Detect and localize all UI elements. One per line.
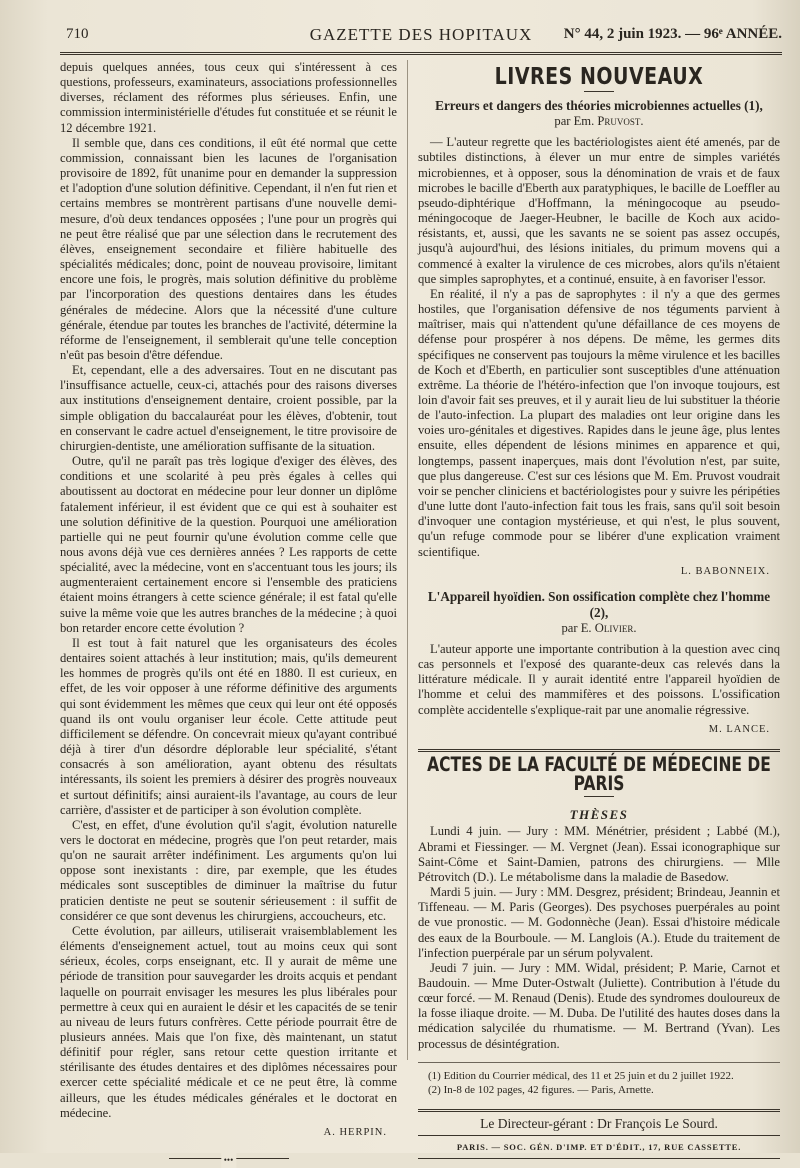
footnotes bbox=[418, 1062, 780, 1097]
journal-title: GAZETTE DES HOPITAUX bbox=[309, 25, 533, 44]
page-header bbox=[60, 22, 782, 48]
short-rule bbox=[584, 91, 614, 92]
left-column bbox=[60, 60, 397, 1167]
end-separator bbox=[169, 1155, 289, 1167]
section-rule bbox=[418, 749, 780, 752]
page-number: 710 bbox=[66, 26, 89, 42]
article-signature: M. LANCE. bbox=[708, 723, 770, 735]
author-name: Olivier. bbox=[594, 620, 637, 635]
article-signature: L. BABONNEIX. bbox=[680, 565, 770, 577]
article-title: Erreurs et dangers des théories microbiennes actuelles (1), bbox=[435, 98, 763, 114]
author-prefix: par Em. bbox=[554, 114, 595, 129]
paragraph: — L'auteur regrette que les bactériologistes aient été amenés, par de subtiles distinctions, à élever un mur entre de simples variétés microbiennes, et à opposer, sous la dénomination de vrais et de faux microbes le bacille d'Eberth aux paratyphiques, le bacille de Loeffler au pseudo-diphtérique d'Hoffmann, la méningocoque au pseudo-méningocoque de Jaeger-Heubner, le bacille de Koch aux acido-résistants, et, aussi, que les savants ne se soient pas assez occupés, jusqu'à aujourd'hui, des lésions initiales, du primum movens qui a commencé à exalter la virulence de ces microbes, alors qu'ils n'étaient que simples saprophytes, et a continué, ensuite, à en favoriser l'essor. bbox=[418, 135, 780, 286]
article-author bbox=[418, 114, 780, 129]
paragraph: L'auteur apporte une importante contribution à la question avec cinq cas personnels et l'exposé des quarante-deux cas relevés dans la littérature médicale. Il y aurait identité entre l'appareil hyoïdien de l'homme et celui des mammifères et des poissons. L'ossification complète accidentelle s'explique-rait par une anomalie régressive. bbox=[418, 642, 780, 717]
article-author bbox=[418, 621, 780, 636]
column-divider bbox=[407, 60, 408, 1060]
theses-entry: Mardi 5 juin. — Jury : MM. Desgrez, président; Brindeau, Jeannin et Tiffeneau. — M. Paris (Georges). Des psychoses puerpérales au point de vue pronostic. — M. Godonnèche (Jean). Essai d'histoire médicale des eaux de la Bourboule. — M. Langlois (A.). Etude du traitement de l'infection puerpérale par un sérum polyvalent. bbox=[418, 885, 780, 960]
directeur-gerant: Le Directeur-gérant : Dr François Le Sourd. bbox=[418, 1109, 780, 1131]
paragraph: depuis quelques années, tous ceux qui s'intéressent à ces questions, professeurs, examinateurs, associations professionnelles diverses, réclament des réformes plus sérieuses. Enfin, une commission interministérielle d'études fut constituée et se réunit le 12 décembre 1921. bbox=[60, 60, 397, 135]
author-prefix: par E. bbox=[561, 620, 592, 635]
separator-glyph: ••• bbox=[221, 1153, 236, 1168]
imprint-rule bbox=[418, 1158, 780, 1159]
paragraph: En réalité, il n'y a pas de saprophytes : il n'y a que des germes hostiles, que l'organisation défensive de nos téguments parvient à maîtriser, mais qui n'attendent qu'une défaillance de ces moyens de défense pour prospérer à nos dépens. De même, les germes dits spécifiques ne conservent pas toujours la même virulence et les bacilles de Koch et d'Eberth, en particulier sont susceptibles d'une atténuation extrême. La théorie de l'hétéro-infection que l'on invoque toujours, est loin d'avoir fait ses preuves, et il y aurait lieu de lui substituer la théorie de l'auto-infection. La plupart des maladies ont leur origine dans les voies uro-génitales et digestives. Rapides dans le jeune âge, plus lentes ensuite, elles dépendent de lésions minimes en apparence et qui, longtemps, passent inaperçues, mais dont l'évolution n'est, par suite, que plus dangereuse. C'est sur ces lésions que M. Em. Pruvost voudrait voir se pencher cliniciens et bactériologistes pour y suivre les péripéties d'une lutte dont l'auto-infection fait tous les frais, sans qu'il soit besoin d'invoquer une contagion mystérieuse, et qui n'est, le plus souvent, qu'un refuge commode pour se libérer d'une explication vraiment scientifique. bbox=[418, 286, 780, 559]
issue-info: N° 44, 2 juin 1923. — 96ᵉ ANNÉE. bbox=[563, 26, 782, 42]
paragraph: C'est, en effet, d'une évolution qu'il s'agit, évolution naturelle vers le doctorat en médecine, progrès que l'on peut retarder, mais qu'on ne saurait arrêter indéfiniment. Les arguments qu'on lui oppose sont inexistants : dire, par exemple, que les études médicales sont susceptibles de diminuer la maîtrise du futur praticien dentiste ne peut se soutenir sérieusement : il suffit de considérer ce que sont devenus les chirurgiens, accoucheurs, etc. bbox=[60, 817, 397, 923]
paragraph: Et, cependant, elle a des adversaires. Tout en ne discutant pas l'insuffisance actuelle, ceux-ci, attachés pour des raisons diverses aux institutions d'enseignement dentaire, croient possible, par la simple obligation du baccalauréat pour les élèves, d'obtenir, tout en conservant le cadre actuel d'enseignement, le titre provisoire de chirurgien-dentiste, une amélioration suffisante de la situation. bbox=[60, 363, 397, 453]
paragraph: Outre, qu'il ne paraît pas très logique d'exiger des élèves, des conditions et une scolarité à peu près égales à celles qui aboutissent au doctorat en médecine pour leur donner un diplôme fatalement inférieur, il est évident que ce qui est à souhaiter est une solution définitive de la question. Pourquoi une amélioration partielle qui ne peut fournir qu'une évolution comme celle que nous avons déjà vue ces dernières années ? Les rapports de cette spécialité, avec la médecine, vont en s'accentuant tous les jours; ils augmenteraient certainement encore si l'ensemble des praticiens étaient moins étrangers à cette science générale; il est fatal qu'elle suive la même voie que les autres branches de la médecine ; à quoi bon retarder encore cette évolution ? bbox=[60, 454, 397, 635]
paragraph: Cette évolution, par ailleurs, utiliserait vraisemblablement les éléments d'enseignement actuel, tout au moins ceux qui sont sérieux, écoles, corps enseignant, etc. Il y aurait de même une période de transition pour sauvegarder les droits acquis et pendant laquelle on pourrait envisager les mesures les plus libérales pour permettre à ceux qui en auraient le désir et les capacités de se tenir au niveau de leurs futurs confrères. Cette période pourrait être de plusieurs années. Mais que l'on fixe, dès maintenant, un statut définitif pour régler, sans retour cette question irritante et stérilisante des études dentaires et des diplômes nécessaires pour exercer cette spécialité médicale et ce ne peut être, là comme ailleurs, que les études médicales générales et le doctorat en médecine. bbox=[60, 923, 397, 1120]
paragraph: Il est tout à fait naturel que les organisateurs des écoles dentaires soient attachés à leur institution; mais, qu'ils demeurent les hommes de progrès qu'ils ont été en 1880. Il est curieux, en effet, de les voir opposer à une réforme définitive des arguments qui sont évidemment les mêmes que ceux qui leur ont été opposés quand ils ont voulu organiser leur école. Cette attitude peut difficilement se défendre. On concevrait mieux qu'ayant contribué déjà à tirer d'un désordre déplorable leur spécialité, s'étant consacrés à son amélioration, ayant obtenu des résultats intéressants, ils soient les premiers à désirer des progrès nouveaux et surtout définitifs; ainsi auraient-ils l'avantage, au cours de leur carrière, d'assister et de participer à son évolution complète. bbox=[60, 635, 397, 817]
article-title: L'Appareil hyoïdien. Son ossification complète chez l'homme (2), bbox=[427, 588, 771, 620]
article-signature: A. HERPIN. bbox=[323, 1126, 387, 1138]
author-name: Pruvost. bbox=[597, 114, 644, 129]
section-title-actes: ACTES DE LA FACULTÉ DE MÉDECINE DE PARIS bbox=[427, 753, 771, 796]
printer-imprint: PARIS. — SOC. GÉN. D'IMP. ET D'ÉDIT., 17, RUE CASSETTE. bbox=[418, 1135, 780, 1155]
theses-entry: Lundi 4 juin. — Jury : MM. Ménétrier, président ; Labbé (M.), Abrami et Fiessinger. — M. Vergnet (Jean). Essai iconographique sur Saint-Côme et Saint-Damien, patrons des chirurgiens. — Mlle Pétrovitch (D.). Le métabolisme dans la maladie de Basedow. bbox=[418, 824, 780, 884]
paragraph: Il semble que, dans ces conditions, il eût été normal que cette commission, connaissant bien les lacunes de l'organisation provisoire de 1892, fût unanime pour en demander la suppression et l'adoption d'une solution définitive. Cependant, il n'en fut rien et certains membres se montrèrent partisans d'une nouvelle demi-mesure, d'où deux tendances opposées ; l'une pour un progrès qui ne peut être réalisé que par une sélection dans le recrutement des élèves, enseignement secondaire et filière habituelle des spécialités médicales; donc, point de nouveau provisoire, limitant encore une fois, le progrès, mais solution définitive du problème par l'incorporation des questions dentaires dans les études générales de médecine. Alors que la nécessité d'une culture générale, étendue par toutes les branches de l'activité, détermine la réforme de l'enseignement, il semblerait qu'une telle conception n'eût pas besoin d'être défendue. bbox=[60, 135, 397, 362]
short-rule bbox=[584, 796, 614, 797]
theses-entry: Jeudi 7 juin. — Jury : MM. Widal, président; P. Marie, Carnot et Baudouin. — Mme Duter-Ostwalt (Juliette). Contribution à l'étude du cœur forcé. — M. Renaud (Denis). Etude des syndromes douloureux de la fosse iliaque droite. — M. Duba. De l'utilité des hautes doses dans la médication salycilée du rhumatisme. — M. Bertrand (Yvan). Les processus de désintégration. bbox=[418, 960, 780, 1051]
footnote: (1) Edition du Courrier médical, des 11 et 25 juin et du 2 juillet 1922. bbox=[428, 1069, 734, 1082]
footnote: (2) In-8 de 102 pages, 42 figures. — Paris, Arnette. bbox=[428, 1083, 654, 1096]
header-rule bbox=[60, 52, 782, 55]
right-column bbox=[418, 60, 780, 1159]
section-title-livres: LIVRES NOUVEAUX bbox=[494, 63, 704, 91]
theses-heading: THÈSES bbox=[569, 807, 629, 823]
